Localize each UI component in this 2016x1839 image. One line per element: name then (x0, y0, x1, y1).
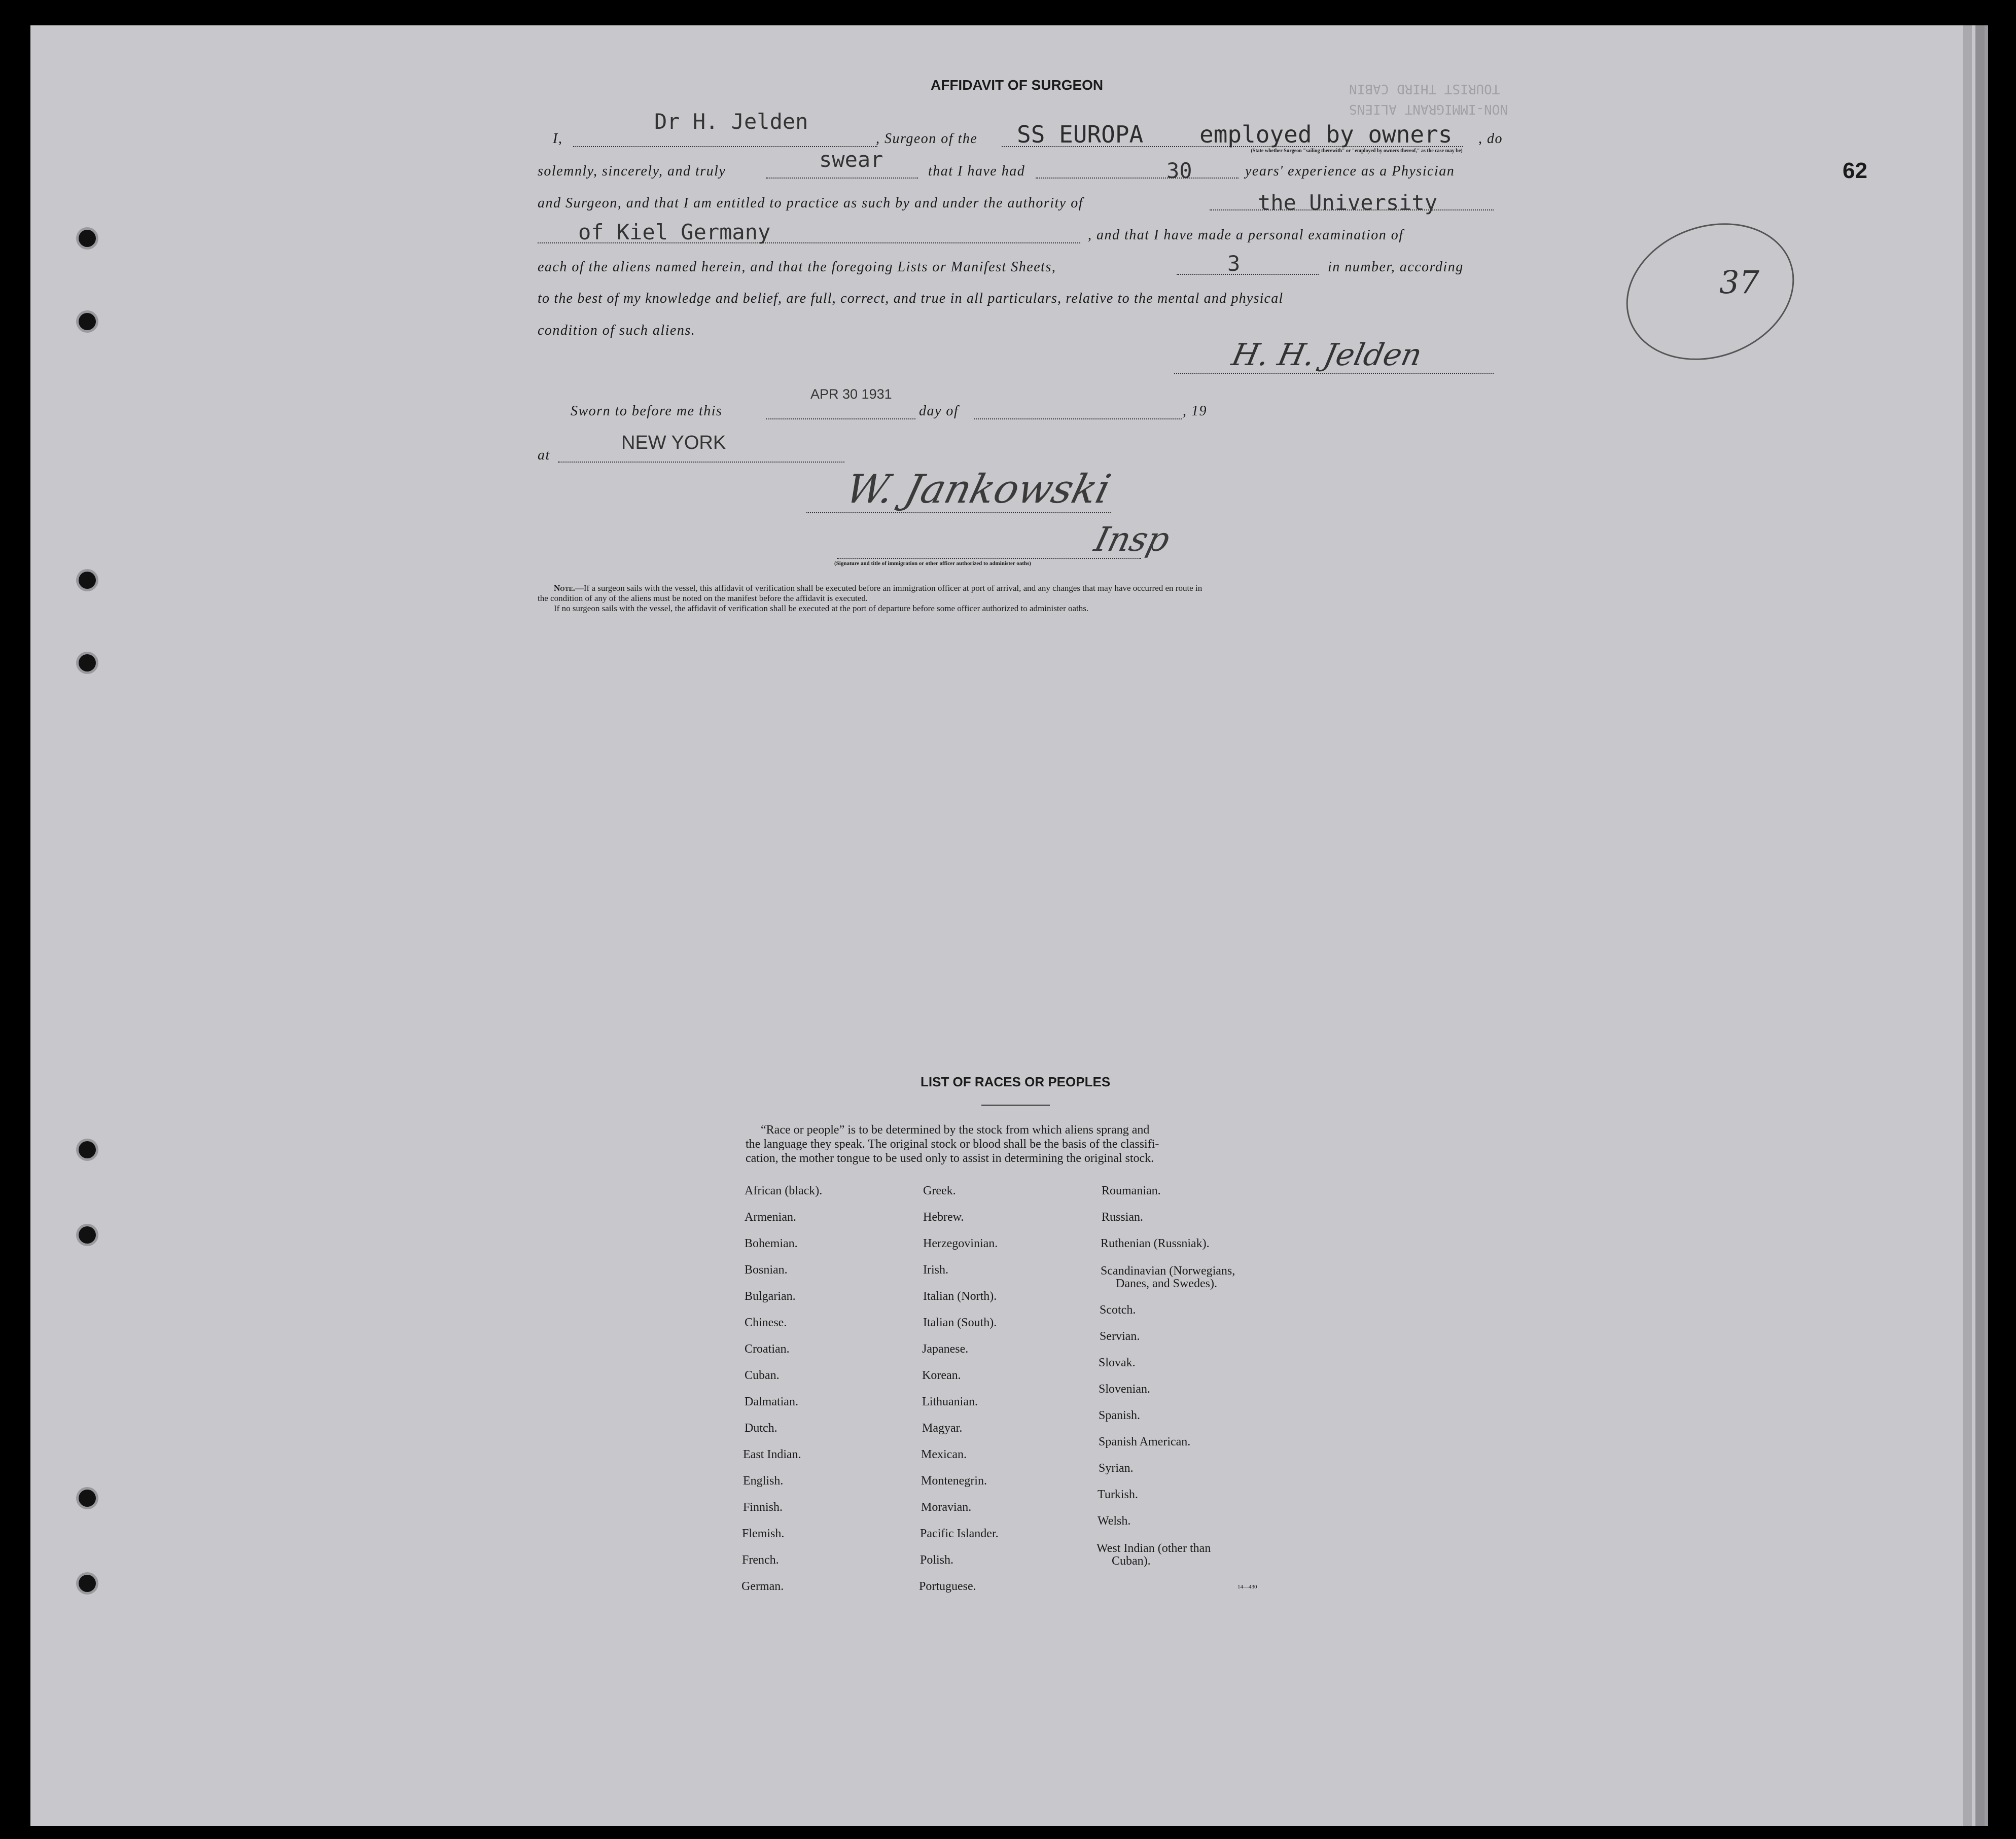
race-item: West Indian (other than (1097, 1542, 1211, 1555)
races-intro-line3: cation, the mother tongue to be used only to assist in determining the original stock. (746, 1152, 1154, 1165)
race-item: Bulgarian. (745, 1290, 796, 1303)
race-item: Japanese. (922, 1342, 969, 1356)
race-item: Lithuanian. (922, 1395, 978, 1408)
label-day-of: day of (919, 403, 959, 419)
race-item: Spanish American. (1099, 1435, 1191, 1448)
race-item: Herzegovinian. (923, 1237, 998, 1250)
race-item: Dalmatian. (745, 1395, 798, 1408)
surgeon-name: Dr H. Jelden (654, 109, 808, 134)
sheet-count: 3 (1227, 251, 1241, 276)
race-item: Welsh. (1098, 1514, 1131, 1528)
label-nineteen: , 19 (1183, 403, 1207, 419)
race-item: Finnish. (743, 1501, 783, 1514)
race-item: Flemish. (742, 1527, 785, 1540)
race-item: Pacific Islander. (920, 1527, 999, 1540)
race-item: Slovenian. (1099, 1383, 1150, 1396)
races-title: LIST OF RACES OR PEOPLES (921, 1074, 1111, 1089)
label-best-knowledge: to the best of my knowledge and belief, are full, correct, and true in all particulars, relative to the mental and physical (538, 291, 1284, 306)
employment-capacity: employed by owners (1199, 121, 1453, 148)
race-item: Armenian. (745, 1211, 796, 1224)
race-item: Irish. (923, 1263, 948, 1277)
oath-word: swear (819, 147, 883, 172)
races-intro-line1: “Race or people” is to be determined by the stock from which aliens sprang and (761, 1123, 1150, 1137)
race-item: Chinese. (745, 1316, 787, 1329)
race-item: Spanish. (1099, 1409, 1141, 1422)
label-solemnly: solemnly, sincerely, and truly (538, 163, 726, 179)
circled-number-mark (1620, 216, 1800, 368)
race-item: Ruthenian (Russniak). (1101, 1237, 1210, 1250)
binder-hole (79, 654, 96, 671)
signature-line (837, 558, 1141, 559)
race-item: Korean. (922, 1369, 961, 1382)
binder-hole (79, 1226, 96, 1244)
page-edge (1963, 25, 1972, 1826)
authority-line2: of Kiel Germany (578, 220, 771, 244)
note-line1 (554, 583, 1202, 593)
authority-line1: the University (1258, 190, 1438, 215)
label-do: , do (1478, 131, 1503, 147)
race-item: Polish. (920, 1553, 954, 1567)
binder-hole (79, 230, 96, 247)
race-item: French. (742, 1553, 779, 1567)
years-experience: 30 (1166, 158, 1192, 183)
signature-caption: (Signature and title of immigration or other officer authorized to administer oaths) (834, 560, 1031, 567)
race-item: Dutch. (745, 1422, 777, 1435)
title-rule (981, 1105, 1050, 1106)
dotted-line (766, 178, 918, 179)
page-number: 62 (1843, 158, 1867, 183)
label-at: at (538, 447, 550, 463)
note-label: Note. (554, 583, 575, 593)
binder-hole (79, 1575, 96, 1592)
dotted-line (1036, 178, 1239, 179)
signature-line (806, 512, 1111, 513)
label-have-had: that I have had (928, 163, 1025, 179)
race-item: Croatian. (745, 1342, 790, 1356)
race-item: Scotch. (1100, 1303, 1136, 1317)
race-item: Servian. (1100, 1330, 1140, 1343)
race-item: Syrian. (1099, 1462, 1134, 1475)
race-item: Italian (South). (923, 1316, 997, 1329)
circled-number: 37 (1719, 264, 1759, 301)
label-years: years' experience as a Physician (1245, 163, 1455, 179)
dotted-line (766, 418, 915, 419)
race-item: Magyar. (922, 1422, 963, 1435)
affidavit-title: AFFIDAVIT OF SURGEON (931, 77, 1104, 93)
race-item: German. (741, 1580, 784, 1593)
race-item: East Indian. (743, 1448, 801, 1461)
binder-hole (79, 1490, 96, 1507)
corner-stamp-line2: NON-IMMIGRANT ALIENS (1349, 101, 1508, 117)
label-condition: condition of such aliens. (538, 323, 696, 338)
label-in-number: in number, according (1328, 259, 1464, 275)
binder-hole (79, 1141, 96, 1158)
signature-line (1174, 373, 1494, 374)
officer-signature: W. Jankowski (841, 467, 1115, 512)
dotted-line (974, 418, 1182, 419)
label-i: I, (553, 131, 563, 147)
races-intro-line2: the language they speak. The original stock or blood shall be the basis of the classifi- (746, 1138, 1159, 1151)
dotted-line (558, 462, 844, 463)
officer-title: Insp (1090, 520, 1174, 559)
dotted-line (1177, 274, 1319, 275)
race-item: Danes, and Swedes). (1116, 1277, 1217, 1290)
race-item: Bohemian. (745, 1237, 798, 1250)
race-item: Greek. (923, 1184, 956, 1197)
race-item: Slovak. (1099, 1356, 1136, 1369)
label-sworn: Sworn to before me this (571, 403, 723, 419)
race-item: Cuban). (1112, 1554, 1151, 1568)
race-item: Russian. (1102, 1211, 1144, 1224)
race-item: English. (743, 1474, 784, 1488)
binder-hole (79, 313, 96, 330)
race-item: Montenegrin. (921, 1474, 987, 1488)
race-item: Moravian. (921, 1501, 972, 1514)
race-item: Mexican. (921, 1448, 967, 1461)
race-item: African (black). (745, 1184, 823, 1197)
race-item: Scandinavian (Norwegians, (1101, 1264, 1235, 1278)
race-item: Italian (North). (923, 1290, 997, 1303)
place-stamp: NEW YORK (621, 432, 726, 453)
date-stamp: APR 30 1931 (810, 386, 892, 402)
label-surgeon-of: , Surgeon of the (876, 131, 978, 147)
note-line3: If no surgeon sails with the vessel, the affidavit of verification shall be executed at the port of departure before some officer authorized to administer oaths. (554, 604, 1089, 613)
label-and-surgeon: and Surgeon, and that I am entitled to practice as such by and under the authority of (538, 195, 1083, 211)
ship-name: SS EUROPA (1017, 121, 1144, 148)
form-number: 14—430 (1237, 1584, 1257, 1590)
race-item: Bosnian. (745, 1263, 788, 1277)
label-each-alien: each of the aliens named herein, and that the foregoing Lists or Manifest Sheets, (538, 259, 1056, 275)
note-line2: the condition of any of the aliens must be noted on the manifest before the affidavit is executed. (538, 593, 868, 603)
corner-stamp-line1: TOURIST THIRD CABIN (1349, 81, 1500, 96)
race-item: Portuguese. (919, 1580, 976, 1593)
surgeon-signature: H. H. Jelden (1228, 337, 1425, 373)
race-item: Turkish. (1098, 1488, 1138, 1501)
race-item: Hebrew. (923, 1211, 964, 1224)
capacity-instruction: (State whether Surgeon "sailing therewith" or "employed by owners thereof," as the case may be) (1251, 148, 1463, 154)
note-text: —If a surgeon sails with the vessel, this affidavit of verification shall be executed before an immigration officer at port of arrival, and any changes that may have occurred en route in (575, 583, 1202, 593)
page-edge (1975, 25, 1985, 1826)
binder-hole (79, 572, 96, 589)
race-item: Cuban. (745, 1369, 780, 1382)
race-item: Roumanian. (1102, 1184, 1161, 1197)
label-personal-exam: , and that I have made a personal examination of (1088, 227, 1404, 243)
